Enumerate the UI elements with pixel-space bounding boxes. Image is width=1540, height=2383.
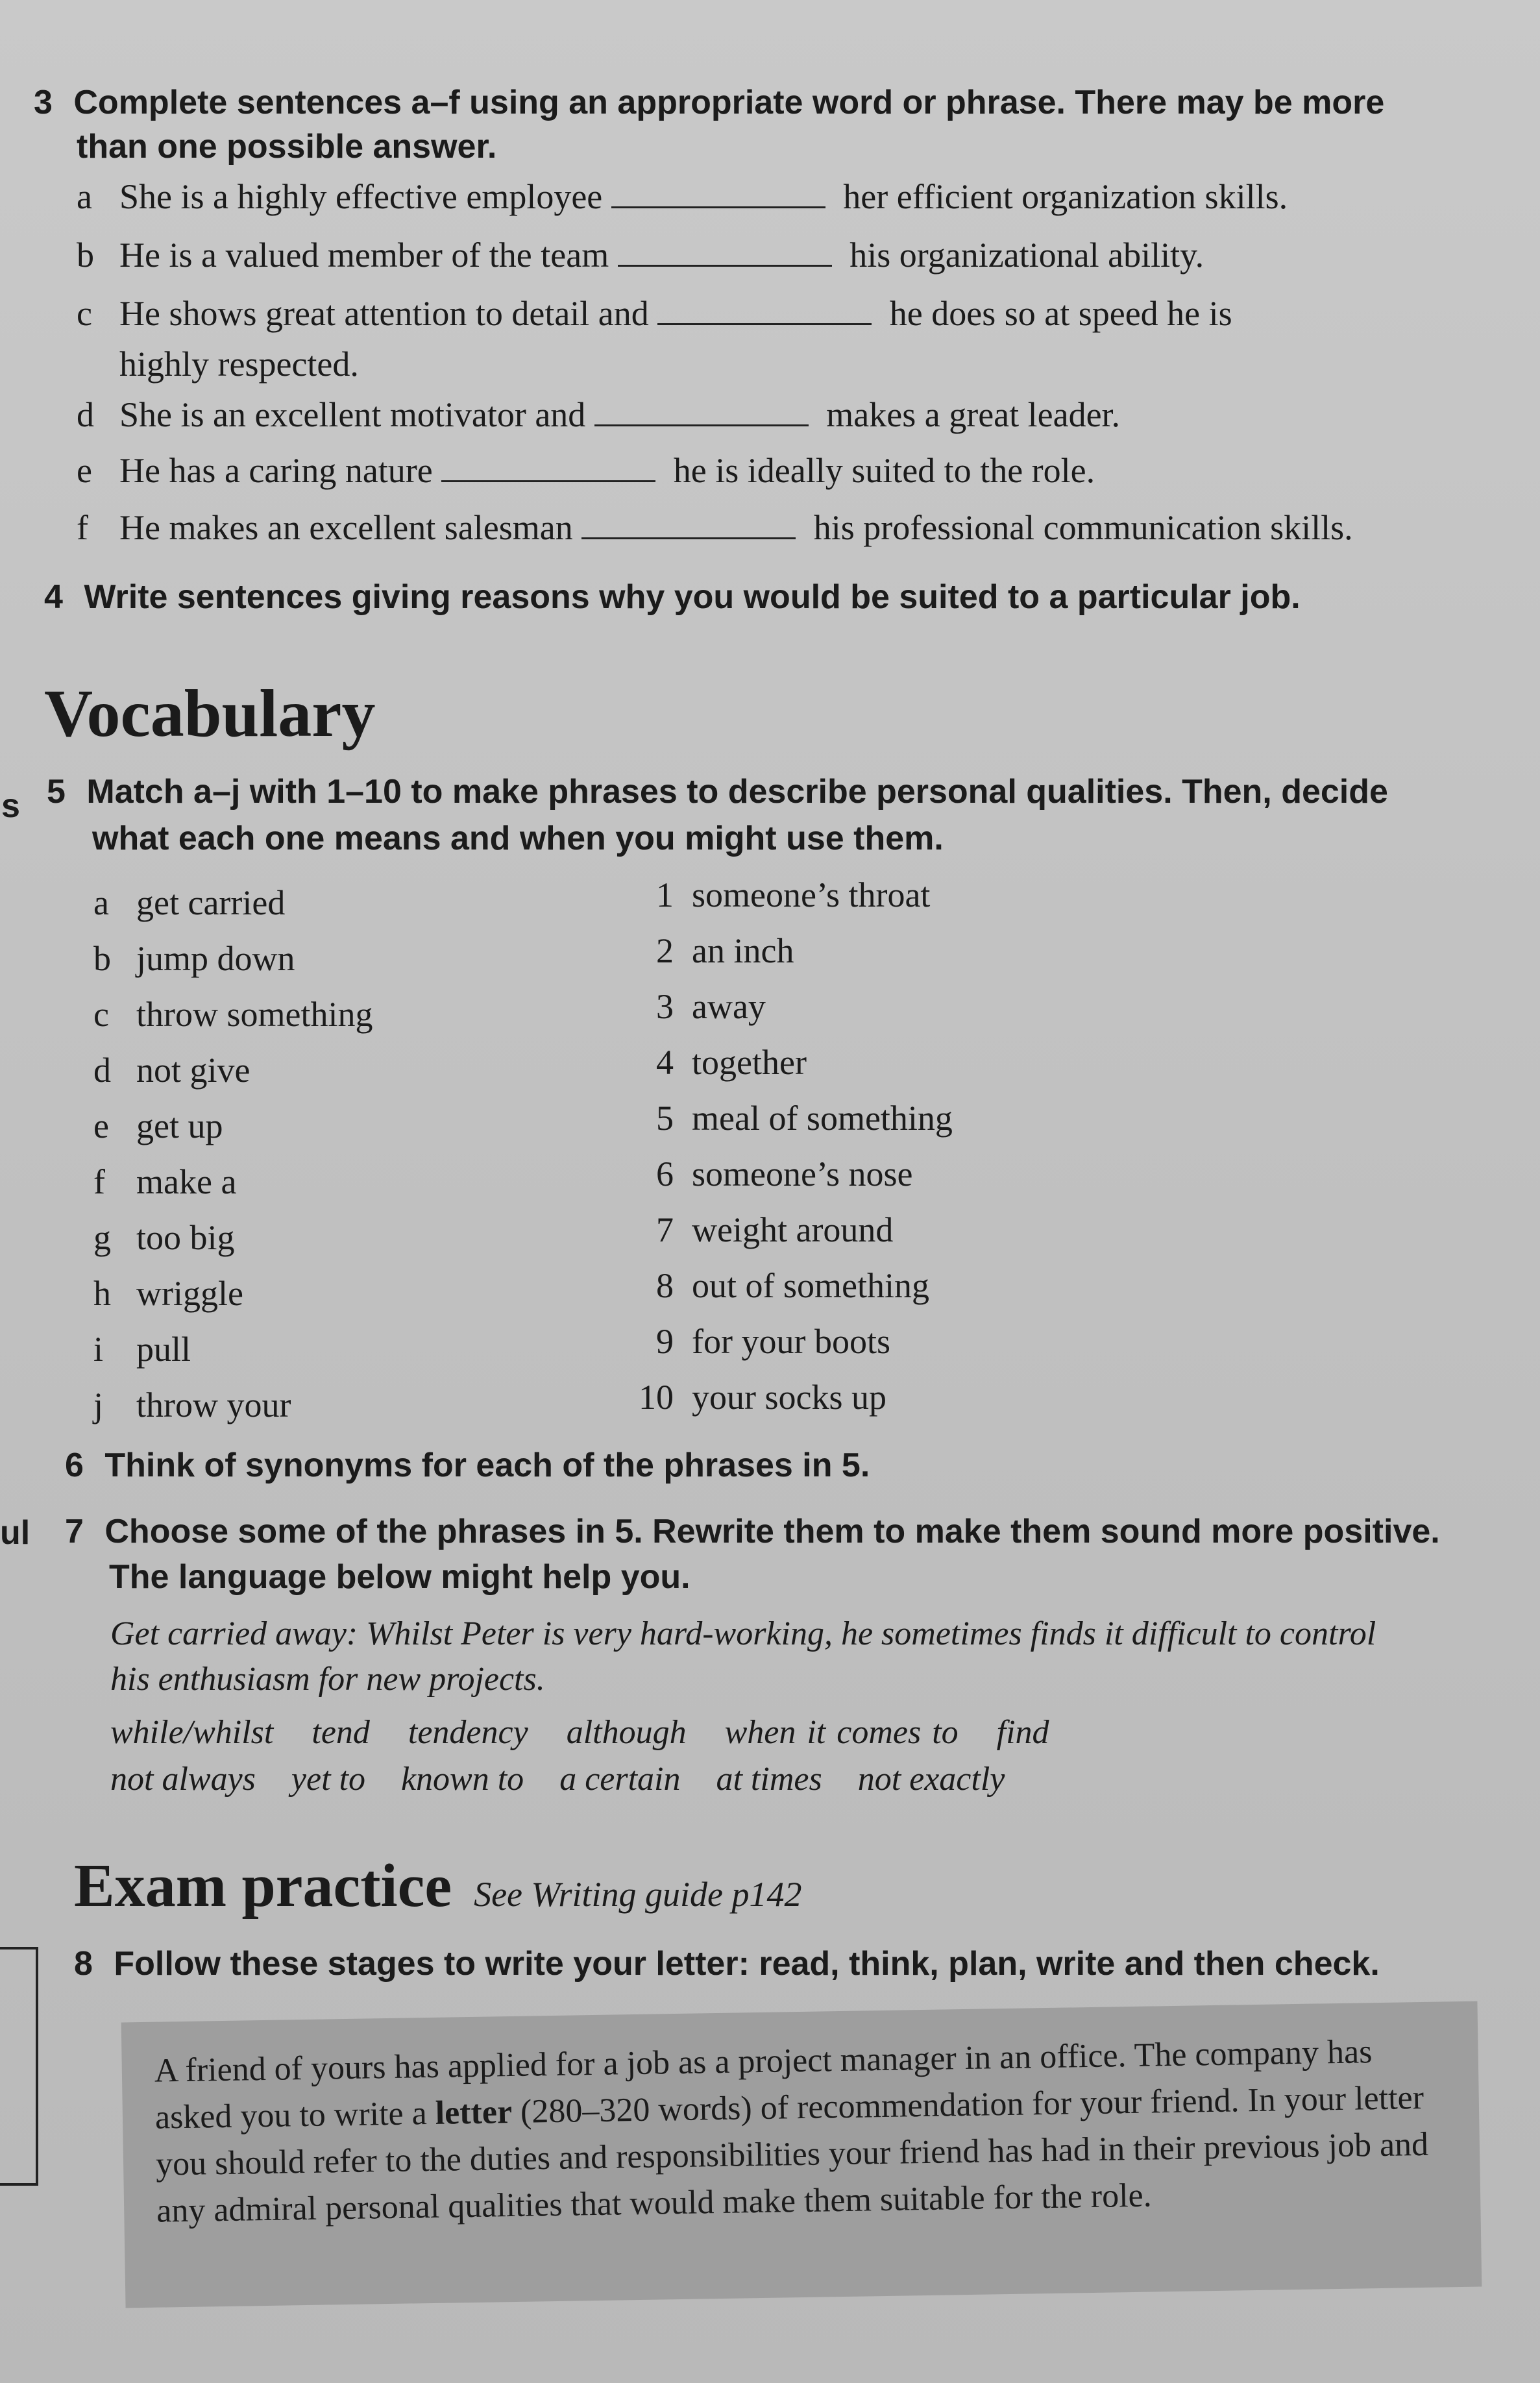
q8-header [74, 1944, 1380, 1983]
q6-number: 6 [65, 1447, 84, 1484]
item-before: He makes an excellent salesman [119, 508, 573, 547]
match-left-item: d not give [93, 1051, 251, 1090]
match-right-item: 7 weight around [656, 1210, 894, 1249]
item-before: He has a caring nature [119, 451, 433, 490]
match-left-item: i pull [93, 1330, 191, 1369]
exam-practice-title: Exam practice [74, 1852, 452, 1920]
answer-blank-f[interactable] [581, 511, 796, 539]
language-word: while/whilst [110, 1714, 274, 1751]
match-left-item: c throw something [93, 995, 373, 1034]
match-right-item: 8 out of something [656, 1266, 929, 1305]
q6-instruction: Think of synonyms for each of the phrases in 5. [104, 1447, 870, 1484]
task-letter-word: letter [435, 2094, 513, 2132]
answer-blank-b[interactable] [618, 239, 832, 267]
q4-instruction: Write sentences giving reasons why you would be suited to a particular job. [84, 578, 1301, 616]
q3-instruction-line2: than one possible answer. [77, 128, 497, 165]
vocabulary-title: Vocabulary [44, 676, 376, 751]
q3-item-e [77, 450, 1095, 491]
writing-guide-reference: See Writing guide p142 [474, 1875, 802, 1914]
q8-instruction: Follow these stages to write your letter: read, think, plan, write and then check. [114, 1945, 1380, 1983]
q6-header [65, 1446, 870, 1485]
match-right-item: 6 someone’s nose [656, 1155, 913, 1193]
item-before: She is an excellent motivator and [119, 395, 586, 434]
margin-mark-7: ul [0, 1514, 31, 1552]
answer-blank-c[interactable] [657, 297, 872, 325]
q4-number: 4 [44, 578, 63, 616]
language-word: at times [716, 1761, 822, 1798]
item-letter: b [77, 236, 94, 275]
match-right-item: 4 together [656, 1043, 807, 1082]
q7-header [65, 1512, 1440, 1551]
match-left-item: h wriggle [93, 1274, 243, 1313]
q3-item-c [77, 293, 1232, 334]
match-left-item: j throw your [93, 1386, 291, 1424]
q7-number: 7 [65, 1513, 84, 1550]
answer-blank-a[interactable] [611, 180, 825, 208]
match-left-item: b jump down [93, 939, 295, 978]
language-word: find [996, 1714, 1049, 1751]
q5-instruction-line2: what each one means and when you might use them. [92, 820, 944, 857]
item-after: her efficient organization skills. [843, 177, 1288, 216]
match-right-item: 9 for your boots [656, 1322, 890, 1361]
item-letter: f [77, 508, 88, 547]
q7-instruction-line2: The language below might help you. [109, 1558, 691, 1596]
item-letter: e [77, 451, 92, 490]
margin-mark-5: s [1, 787, 20, 825]
match-right-item: 1 someone’s throat [656, 875, 931, 914]
task-prompt: A friend of yours has applied for a job as a project manager in an office. The company has asked you to write a letter (280–320 words) of recommendation for your friend. In your letter you should refer to the duties and responsibilities your friend has had in their previous job and any admiral personal qualities that would make them suitable for the role. [154, 2033, 1429, 2230]
item-letter: d [77, 395, 94, 434]
item-after: his organizational ability. [849, 236, 1204, 275]
q3-instruction-line1: Complete sentences a–f using an appropriate word or phrase. There may be more [73, 84, 1385, 121]
match-left-item: f make a [93, 1162, 237, 1201]
match-left-item: g too big [93, 1218, 235, 1257]
item-after: he does so at speed he is [889, 294, 1232, 333]
q4-header [44, 578, 1301, 617]
q8-number: 8 [74, 1945, 93, 1983]
match-left-item: a get carried [93, 883, 286, 922]
answer-blank-e[interactable] [441, 454, 655, 482]
match-left-item: e get up [93, 1106, 223, 1145]
match-right-item: 3 away [656, 987, 766, 1026]
language-word: not exactly [857, 1761, 1005, 1798]
language-word: yet to [291, 1761, 365, 1798]
item-letter: c [77, 294, 92, 333]
answer-blank-d[interactable] [594, 398, 809, 426]
match-right-item: 5 meal of something [656, 1099, 953, 1138]
q7-example-line1: Get carried away: Whilst Peter is very hard-working, he sometimes finds it difficult to control [110, 1615, 1376, 1652]
language-word: not always [110, 1761, 256, 1798]
q5-number: 5 [47, 773, 66, 811]
item-before: He shows great attention to detail and [119, 294, 649, 333]
q7-language-row2 [110, 1760, 1005, 1798]
q7-example-line2: his enthusiasm for new projects. [110, 1661, 545, 1698]
q5-header [47, 772, 1388, 811]
language-word: although [566, 1714, 687, 1751]
q3-header [34, 83, 1384, 122]
item-letter: a [77, 177, 92, 216]
match-right-column [620, 867, 953, 1425]
margin-bracket [0, 1947, 38, 2186]
language-word: known to [400, 1761, 524, 1798]
q7-instruction-line1: Choose some of the phrases in 5. Rewrite them to make them sound more positive. [104, 1513, 1440, 1550]
match-left-column [93, 875, 373, 1433]
item-before: He is a valued member of the team [119, 236, 609, 275]
language-word: a certain [559, 1761, 681, 1798]
item-before: She is a highly effective employee [119, 177, 603, 216]
q3-item-f [77, 507, 1353, 548]
q3-item-b [77, 235, 1204, 275]
q5-instruction-line1: Match a–j with 1–10 to make phrases to describe personal qualities. Then, decide [86, 773, 1388, 811]
language-word: when it comes to [724, 1714, 959, 1751]
exam-practice-header [74, 1851, 802, 1921]
language-word: tend [312, 1714, 370, 1751]
q3-item-c-continuation: highly respected. [119, 345, 359, 384]
match-right-item: 10 your socks up [639, 1378, 886, 1417]
q7-language-row1 [110, 1713, 1049, 1752]
q3-item-d [77, 395, 1120, 435]
q3-number: 3 [34, 84, 53, 121]
q3-item-a [77, 177, 1288, 217]
language-word: tendency [408, 1714, 528, 1751]
task-box [121, 2001, 1482, 2308]
item-after: he is ideally suited to the role. [673, 451, 1095, 490]
match-right-item: 2 an inch [656, 931, 794, 970]
item-after: his professional communication skills. [813, 508, 1353, 547]
item-after: makes a great leader. [826, 395, 1121, 434]
